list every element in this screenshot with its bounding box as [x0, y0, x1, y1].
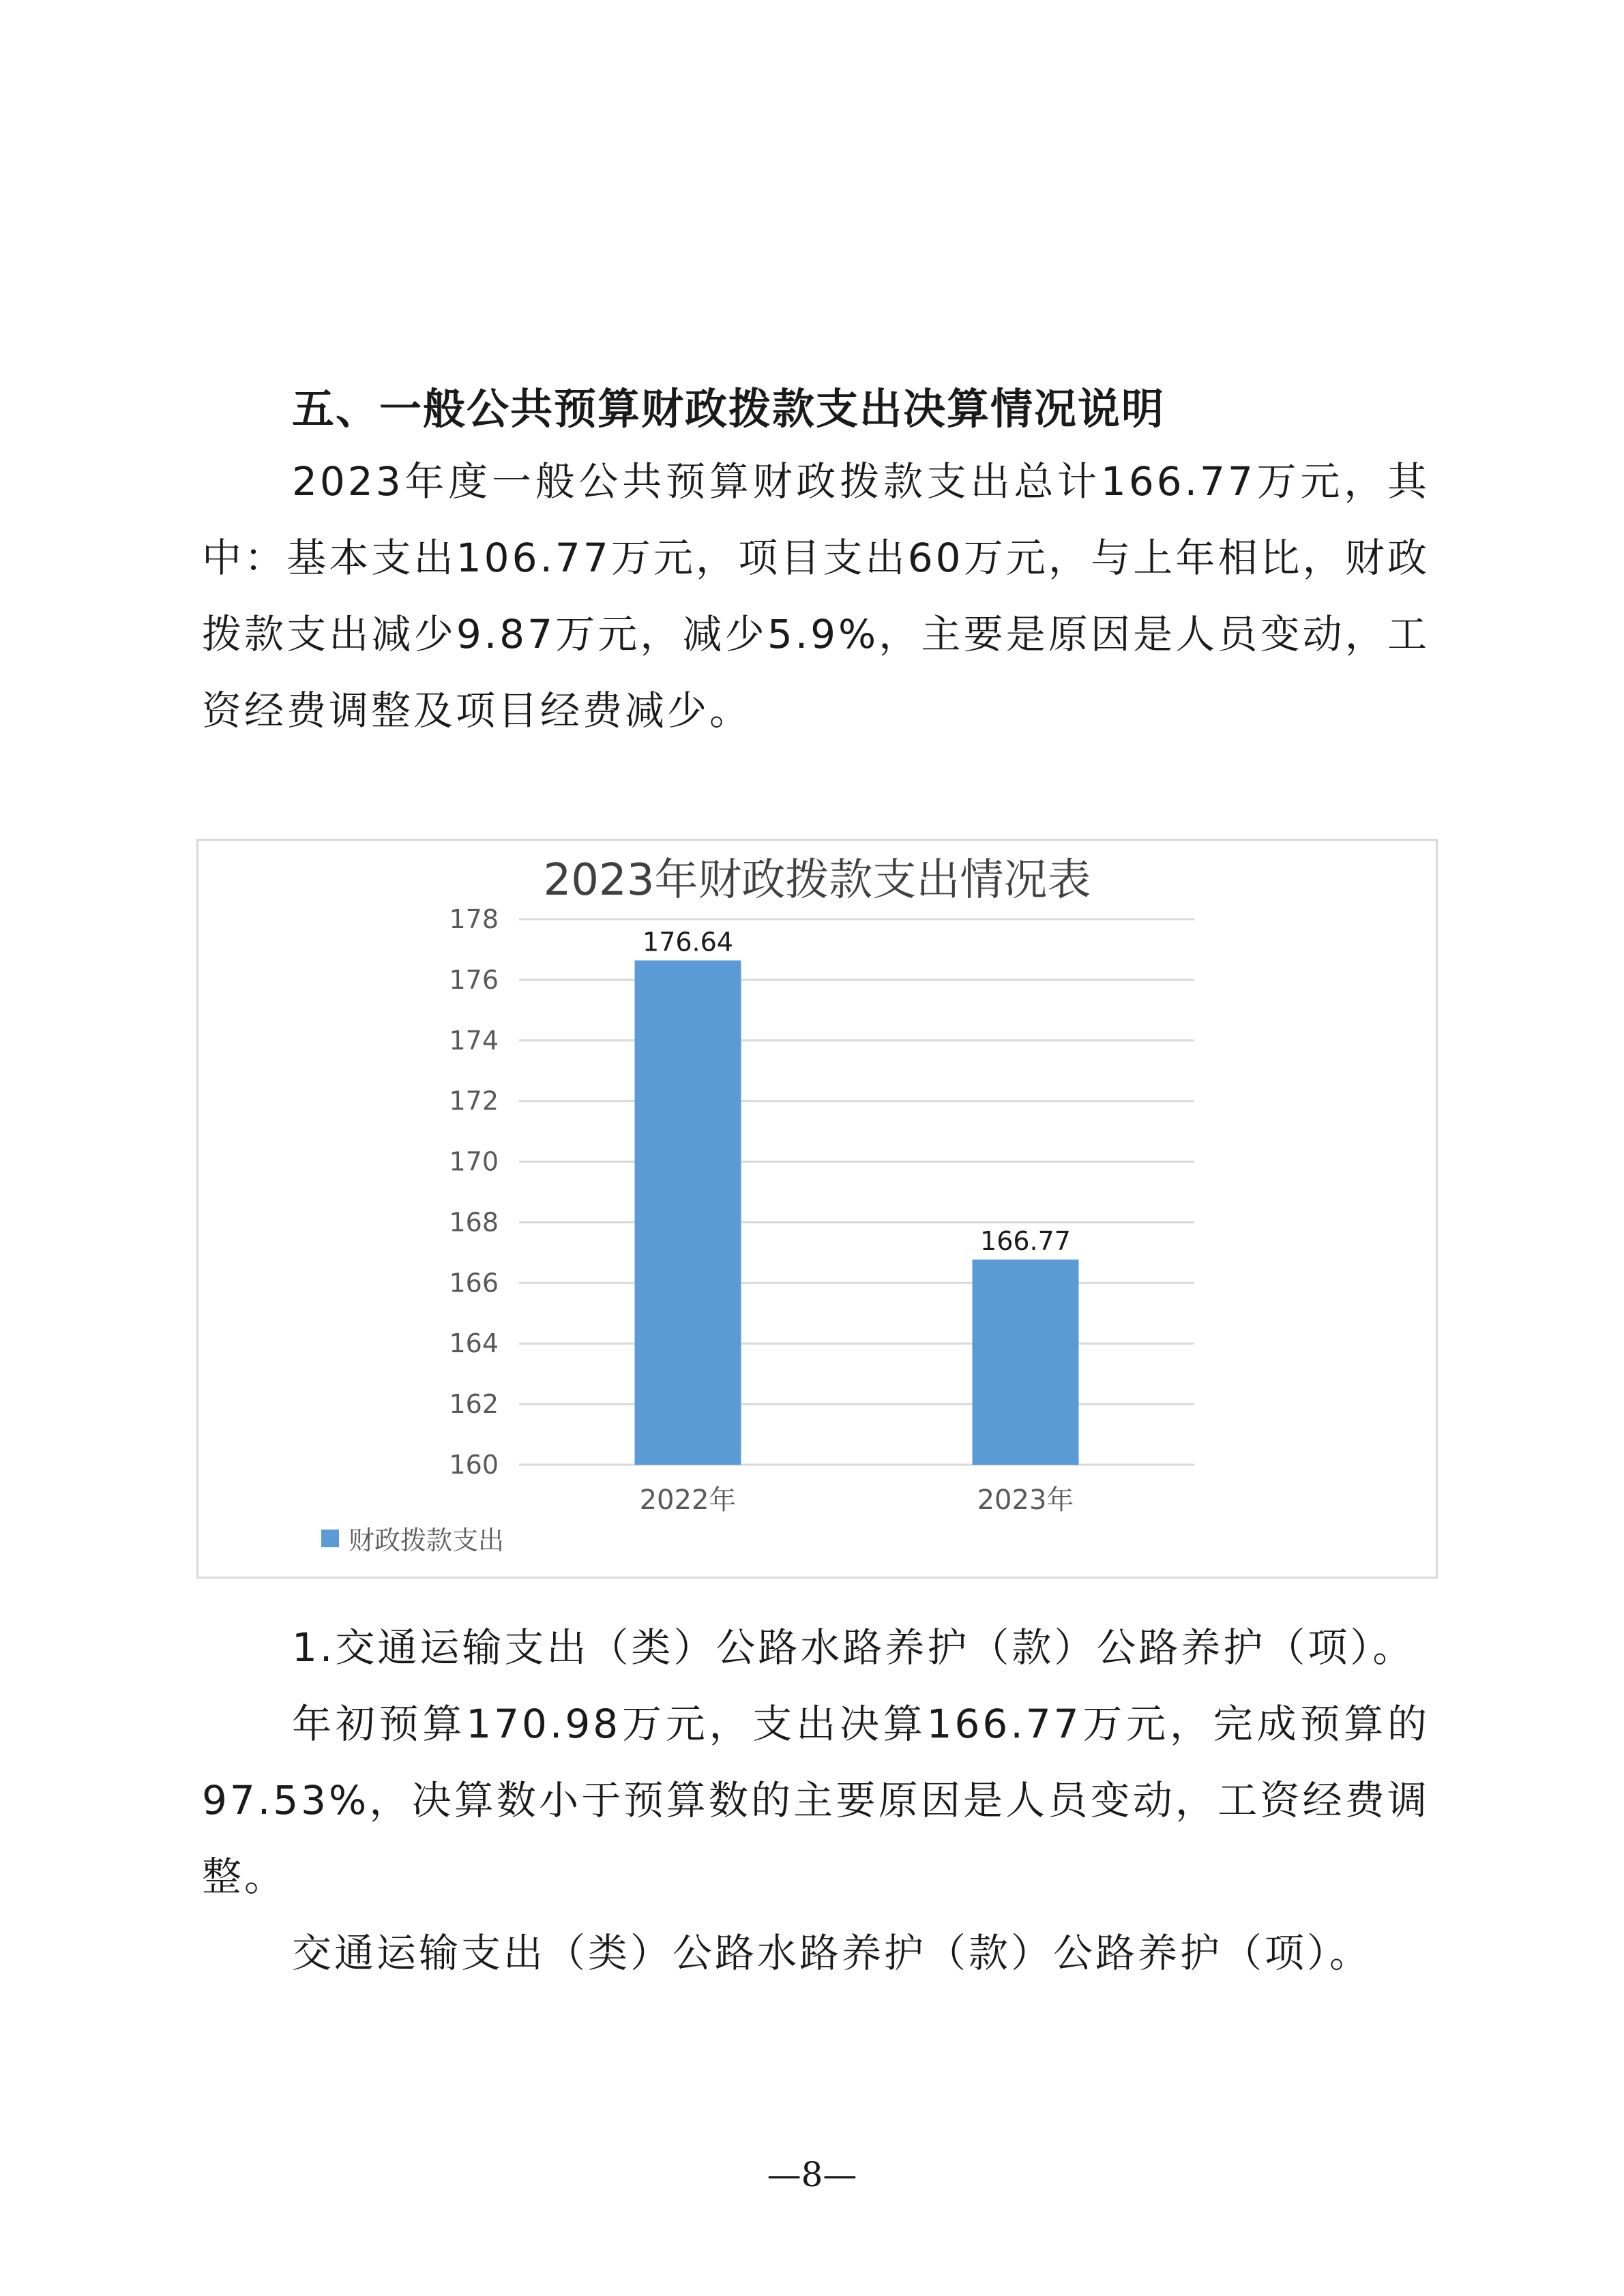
- bar: [973, 1259, 1079, 1465]
- legend-swatch: [321, 1530, 339, 1547]
- bar-chart: [198, 841, 1436, 1577]
- chart-title: 2023年财政拨款支出情况表: [543, 855, 1091, 906]
- item1-paragraph: 年初预算170.98万元，支出决算166.77万元，完成预算的97.53%，决算数小于预算数的主要原因是人员变动，工资经费调整。: [202, 1701, 1430, 1900]
- legend-label: 财政拨款支出: [349, 1525, 505, 1555]
- page-number: —8—: [767, 2155, 857, 2194]
- y-tick-label: 178: [449, 904, 499, 934]
- bar-data-label: 176.64: [643, 927, 733, 957]
- y-tick-label: 162: [449, 1389, 499, 1420]
- y-tick-label: 160: [449, 1450, 499, 1480]
- section-heading: 五、一般公共预算财政拨款支出决算情况说明: [292, 384, 1166, 434]
- bar: [635, 960, 741, 1465]
- y-tick-label: 168: [449, 1207, 499, 1238]
- section-paragraph: 2023年度一般公共预算财政拨款支出总计166.77万元，其中：基本支出106.77万元，项目支出60万元，与上年相比，财政拨款支出减少9.87万元，减少5.9%，主要是原因是人员变动，工资经费调整及项目经费减少。: [202, 458, 1430, 734]
- item1-trailing: 交通运输支出（类）公路水路养护（款）公路养护（项）。: [292, 1930, 1372, 1976]
- y-tick-label: 174: [449, 1025, 499, 1056]
- bar-data-label: 166.77: [980, 1226, 1071, 1257]
- y-tick-label: 164: [449, 1328, 499, 1359]
- item1-title: 1.交通运输支出（类）公路水路养护（款）公路养护（项）。: [292, 1624, 1415, 1671]
- x-tick-label: 2022年: [639, 1485, 737, 1516]
- y-tick-label: 170: [449, 1146, 499, 1177]
- y-tick-label: 166: [449, 1268, 499, 1298]
- x-tick-label: 2023年: [977, 1485, 1074, 1516]
- y-tick-label: 176: [449, 964, 499, 995]
- y-tick-label: 172: [449, 1086, 499, 1116]
- chart-container: [196, 839, 1438, 1579]
- chart-legend: [321, 1519, 504, 1557]
